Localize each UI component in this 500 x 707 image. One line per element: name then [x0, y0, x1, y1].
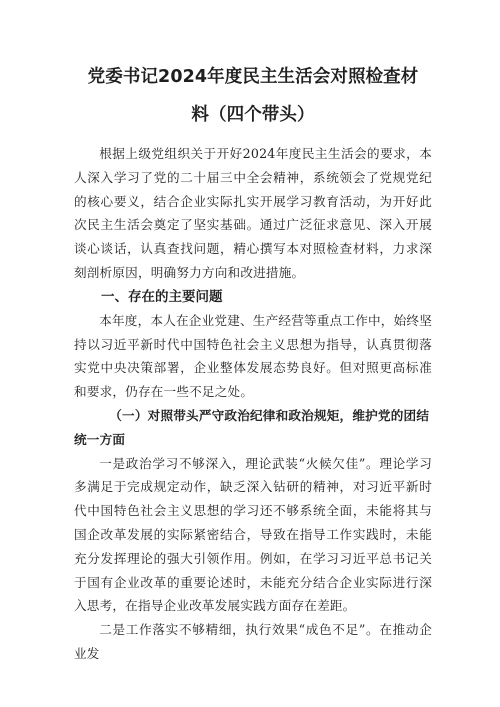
document-title-line1: 党委书记2024年度民主生活会对照检查材 — [87, 67, 419, 87]
problem-point-1: 一是政治学习不够深入，理论武装“火候欠佳”。理论学习多满足于完成规定动作，缺乏深入钻研的精神，对习近平新时代中国特色社会主义思想的学习还不够系统全面，未能将其与国企改革发展的实际紧密结合，导致在指导工作实践时，未能充分发挥理论的强大引领作用。例如，在学习习近平总书记关于国有企业改革的重要论述时，未能充分结合企业实际进行深入思考，在指导企业改革发展实践方面存在差距。 — [74, 455, 432, 614]
problem-point-2: 二是工作落实不够精细，执行效果“成色不足”。在推动企业发 — [74, 622, 432, 661]
section-paragraph: 本年度，本人在企业党建、生产经营等重点工作中，始终坚持以习近平新时代中国特色社会主义思想为指导，认真贯彻落实党中央决策部署，企业整体发展态势良好。但对照更高标准和要求，仍存在一些不足之处。 — [74, 312, 432, 400]
section-heading-main-problems: 一、存在的主要问题 — [101, 288, 223, 305]
subsection-heading: （一）对照带头严守政治纪律和政治规矩，维护党的团结统一方面 — [74, 407, 430, 447]
document-title-line2: 料（四个带头） — [191, 105, 315, 125]
intro-paragraph: 根据上级党组织关于开好2024年度民主生活会的要求，本人深入学习了党的二十届三中全会精神，系统领会了党规党纪的核心要义，结合企业实际扎实开展学习教育活动，为开好此次民主生活会奠定了坚实基础。通过广泛征求意见、深入开展谈心谈话，认真查找问题，精心撰写本对照检查材料，力求深刻剖析原因，明确努力方向和改进措施。 — [74, 146, 432, 280]
